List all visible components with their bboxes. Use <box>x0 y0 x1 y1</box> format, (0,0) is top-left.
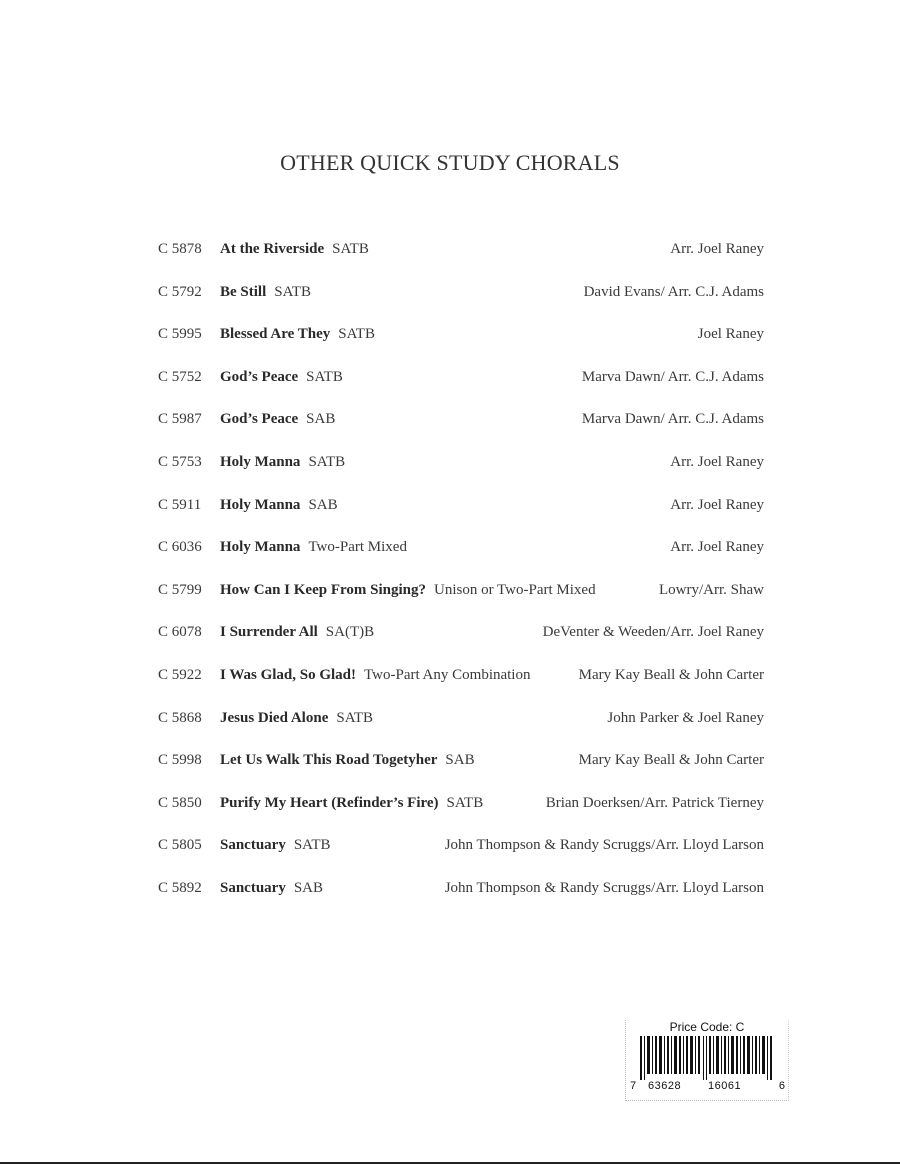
voicing: SATB <box>338 326 375 343</box>
song-title: Blessed Are They <box>220 326 331 343</box>
barcode-digits-left: 63628 <box>648 1080 682 1092</box>
title-voicing <box>220 877 323 899</box>
catalog-code: C 5922 <box>158 666 202 683</box>
title-voicing <box>220 536 407 558</box>
choral-list-item <box>158 408 764 451</box>
composer-credit: Mary Kay Beall & John Carter <box>578 752 764 769</box>
title-voicing <box>220 323 375 345</box>
choral-list-item <box>158 366 764 409</box>
choral-list-item <box>158 792 764 835</box>
choral-list-item <box>158 877 764 920</box>
catalog-code: C 5850 <box>158 794 202 811</box>
composer-credit: David Evans/ Arr. C.J. Adams <box>583 283 764 300</box>
song-title: I Was Glad, So Glad! <box>220 666 357 683</box>
choral-list-item <box>158 707 764 750</box>
song-title: Holy Manna <box>220 496 301 513</box>
choral-list-item <box>158 749 764 792</box>
barcode-label <box>625 1020 789 1101</box>
choral-list-item <box>158 323 764 366</box>
catalog-code: C 5911 <box>158 496 202 513</box>
barcode-digit-last: 6 <box>778 1080 785 1092</box>
composer-credit: Lowry/Arr. Shaw <box>659 581 764 598</box>
catalog-code: C 5792 <box>158 283 202 300</box>
voicing: SAB <box>306 411 336 428</box>
title-voicing <box>220 366 343 388</box>
composer-credit: Arr. Joel Raney <box>670 453 764 470</box>
song-title: Holy Manna <box>220 453 301 470</box>
composer-credit: John Thompson & Randy Scruggs/Arr. Lloyd Larson <box>444 837 764 854</box>
voicing: SATB <box>293 837 331 854</box>
catalog-code: C 5752 <box>158 368 202 385</box>
choral-list-item <box>158 664 764 707</box>
song-title: Sanctuary <box>220 837 286 854</box>
catalog-code: C 5805 <box>158 837 202 854</box>
barcode-digit-first: 7 <box>630 1080 637 1092</box>
barcode-digits-right: 16061 <box>708 1080 742 1092</box>
composer-credit: Joel Raney <box>697 326 764 343</box>
catalog-code: C 5868 <box>158 709 202 726</box>
title-voicing <box>220 749 475 771</box>
title-voicing <box>220 664 530 686</box>
title-voicing <box>220 792 483 814</box>
voicing: Unison or Two-Part Mixed <box>434 581 596 598</box>
choral-list-item <box>158 536 764 579</box>
voicing: SATB <box>446 794 484 811</box>
composer-credit: Brian Doerksen/Arr. Patrick Tierney <box>545 794 764 811</box>
voicing: SATB <box>336 709 374 726</box>
song-title: Let Us Walk This Road Togetyher <box>220 752 438 769</box>
catalog-code: C 5753 <box>158 453 202 470</box>
choral-list-item <box>158 579 764 622</box>
composer-credit: Arr. Joel Raney <box>670 241 764 257</box>
catalog-code: C 6078 <box>158 624 202 641</box>
title-voicing <box>220 579 596 601</box>
choral-list-item <box>158 621 764 664</box>
song-title: Jesus Died Alone <box>220 709 329 726</box>
composer-credit: Marva Dawn/ Arr. C.J. Adams <box>581 411 764 428</box>
composer-credit: Mary Kay Beall & John Carter <box>578 666 764 683</box>
song-title: Purify My Heart (Refinder’s Fire) <box>220 794 439 811</box>
composer-credit: Marva Dawn/ Arr. C.J. Adams <box>581 368 764 385</box>
voicing: SATB <box>274 283 311 300</box>
choral-list-item <box>158 281 764 324</box>
title-voicing <box>220 451 345 473</box>
composer-credit: John Thompson & Randy Scruggs/Arr. Lloyd Larson <box>444 879 764 896</box>
catalog-code: C 6036 <box>158 539 202 556</box>
catalog-code: C 5799 <box>158 581 202 598</box>
song-title: How Can I Keep From Singing? <box>220 581 426 598</box>
price-code: Price Code: C <box>669 1020 745 1034</box>
voicing: Two-Part Mixed <box>308 539 407 556</box>
barcode-icon <box>640 1036 774 1080</box>
catalog-code: C 5995 <box>158 326 202 343</box>
song-title: God’s Peace <box>220 411 299 428</box>
title-voicing <box>220 238 369 260</box>
voicing: SATB <box>306 368 343 385</box>
voicing: Two-Part Any Combination <box>364 666 531 683</box>
composer-credit: John Parker & Joel Raney <box>607 709 764 726</box>
song-title: At the Riverside <box>220 241 325 257</box>
title-voicing <box>220 408 335 430</box>
page-title: OTHER QUICK STUDY CHORALS <box>280 150 620 175</box>
voicing: SAB <box>308 496 338 513</box>
voicing: SATB <box>332 241 369 257</box>
choral-list-item <box>158 834 764 877</box>
catalog-code: C 5892 <box>158 879 202 896</box>
song-title: Be Still <box>220 283 267 300</box>
voicing: SAB <box>445 752 475 769</box>
catalog-code: C 5998 <box>158 752 202 769</box>
voicing: SATB <box>308 453 346 470</box>
choral-list-item <box>158 494 764 537</box>
title-voicing <box>220 707 373 729</box>
voicing: SAB <box>293 879 324 896</box>
title-voicing <box>220 281 311 303</box>
composer-credit: Arr. Joel Raney <box>670 539 764 556</box>
composer-credit: DeVenter & Weeden/Arr. Joel Raney <box>542 624 764 641</box>
choral-list <box>158 238 764 920</box>
song-title: I Surrender All <box>220 624 318 641</box>
song-title: Sanctuary <box>220 879 286 896</box>
catalog-code: C 5878 <box>158 241 202 257</box>
choral-list-item <box>158 238 764 281</box>
title-voicing <box>220 834 331 856</box>
choral-list-item <box>158 451 764 494</box>
song-title: God’s Peace <box>220 368 299 385</box>
title-voicing <box>220 494 338 516</box>
voicing: SA(T)B <box>325 624 375 641</box>
composer-credit: Arr. Joel Raney <box>670 496 764 513</box>
catalog-code: C 5987 <box>158 411 202 428</box>
title-voicing <box>220 621 374 643</box>
song-title: Holy Manna <box>220 539 301 556</box>
